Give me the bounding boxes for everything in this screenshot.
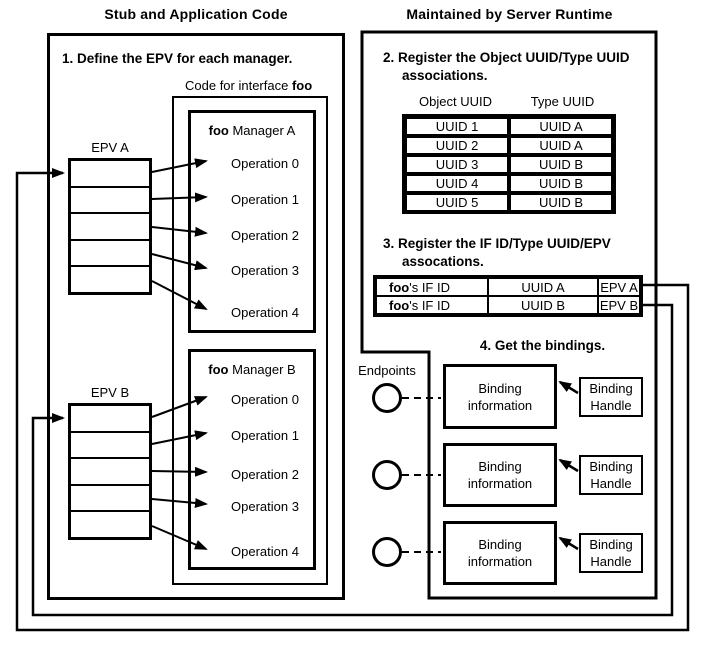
binding-handle-box: Binding Handle (579, 377, 643, 417)
table-cell-if-id (376, 278, 488, 296)
epv-b-slot (71, 431, 149, 458)
table-cell-type-uuid: UUID B (488, 296, 598, 314)
table-cell: UUID 3 (405, 155, 509, 174)
interface-name: foo (291, 78, 313, 93)
manager-b-name: Manager B (228, 362, 296, 377)
table-cell-if-id (376, 296, 488, 314)
manager-b-label (191, 362, 313, 377)
epv-a-slot (71, 186, 149, 213)
step3-title-line2: assocations. (402, 254, 484, 269)
manager-b-operation: Operation 2 (231, 467, 299, 482)
ifid-typeuuid-epv-table (373, 275, 643, 317)
binding-information-box: Binding information (443, 521, 557, 585)
epv-b-slot (71, 484, 149, 511)
epv-a-slot (71, 161, 149, 186)
endpoint-circle (374, 385, 401, 412)
manager-b-operation: Operation 4 (231, 544, 299, 559)
step2-title (383, 49, 630, 85)
right-section-title: Maintained by Server Runtime (406, 6, 613, 22)
step2-column-header-object-uuid: Object UUID (419, 94, 492, 109)
table-cell: UUID 4 (405, 174, 509, 193)
manager-a-operation: Operation 2 (231, 228, 299, 243)
table-cell-epv: EPV A (598, 278, 640, 296)
step2-title-line2: associations. (402, 68, 488, 83)
epv-b-slot (71, 406, 149, 431)
manager-b-box (188, 349, 316, 570)
manager-a-label (191, 123, 313, 138)
binding-handle-box: Binding Handle (579, 455, 643, 495)
step3-title (383, 235, 611, 271)
endpoint-connectors (374, 385, 442, 566)
manager-a-operation: Operation 4 (231, 305, 299, 320)
step3-title-line1: 3. Register the IF ID/Type UUID/EPV (383, 236, 611, 251)
if-id-interface: foo (389, 279, 410, 295)
endpoint-circle (374, 462, 401, 489)
manager-b-interface: foo (208, 362, 229, 377)
code-box-caption-text: Code for interface (185, 78, 292, 93)
left-section-title: Stub and Application Code (104, 6, 288, 22)
epv-b-slot (71, 457, 149, 484)
if-id-suffix: 's IF ID (409, 279, 450, 295)
epv-a-slot (71, 239, 149, 266)
epv-b-slot (71, 510, 149, 537)
table-cell-epv: EPV B (599, 297, 639, 313)
manager-b-operation: Operation 0 (231, 392, 299, 407)
epv-b-box (68, 403, 152, 540)
endpoints-label: Endpoints (358, 363, 416, 378)
epv-a-label: EPV A (91, 140, 129, 155)
epv-a-slot (71, 212, 149, 239)
epv-a-slot (71, 265, 149, 292)
manager-a-box (188, 110, 316, 333)
manager-a-operation: Operation 1 (231, 192, 299, 207)
table-cell: UUID B (509, 193, 613, 212)
table-cell: UUID 1 (405, 117, 509, 136)
manager-b-operation: Operation 1 (231, 428, 299, 443)
if-id-interface: foo (389, 297, 410, 313)
step4-title: 4. Get the bindings. (479, 338, 606, 353)
endpoint-circle (374, 539, 401, 566)
manager-a-interface: foo (208, 123, 229, 138)
manager-a-name: Manager A (228, 123, 296, 138)
binding-handle-box: Binding Handle (579, 533, 643, 573)
step2-column-header-type-uuid: Type UUID (530, 94, 595, 109)
epv-b-label: EPV B (90, 385, 130, 400)
step1-title: 1. Define the EPV for each manager. (62, 51, 293, 66)
object-type-uuid-table (402, 114, 616, 214)
table-cell: UUID B (509, 174, 613, 193)
epv-a-box (68, 158, 152, 295)
binding-handle-arrows (560, 382, 578, 549)
manager-b-operation: Operation 3 (231, 499, 299, 514)
manager-a-operation: Operation 0 (231, 156, 299, 171)
table-cell: UUID B (509, 155, 613, 174)
step2-title-line1: 2. Register the Object UUID/Type UUID (383, 50, 630, 65)
table-cell-type-uuid: UUID A (488, 278, 598, 296)
table-cell: UUID 2 (405, 136, 509, 155)
table-cell: UUID A (509, 117, 613, 136)
if-id-suffix: 's IF ID (409, 297, 450, 313)
binding-information-box: Binding information (443, 443, 557, 507)
table-cell: UUID A (509, 136, 613, 155)
code-box-caption (185, 78, 312, 93)
manager-a-operation: Operation 3 (231, 263, 299, 278)
table-cell: UUID 5 (405, 193, 509, 212)
binding-information-box: Binding information (443, 364, 557, 429)
